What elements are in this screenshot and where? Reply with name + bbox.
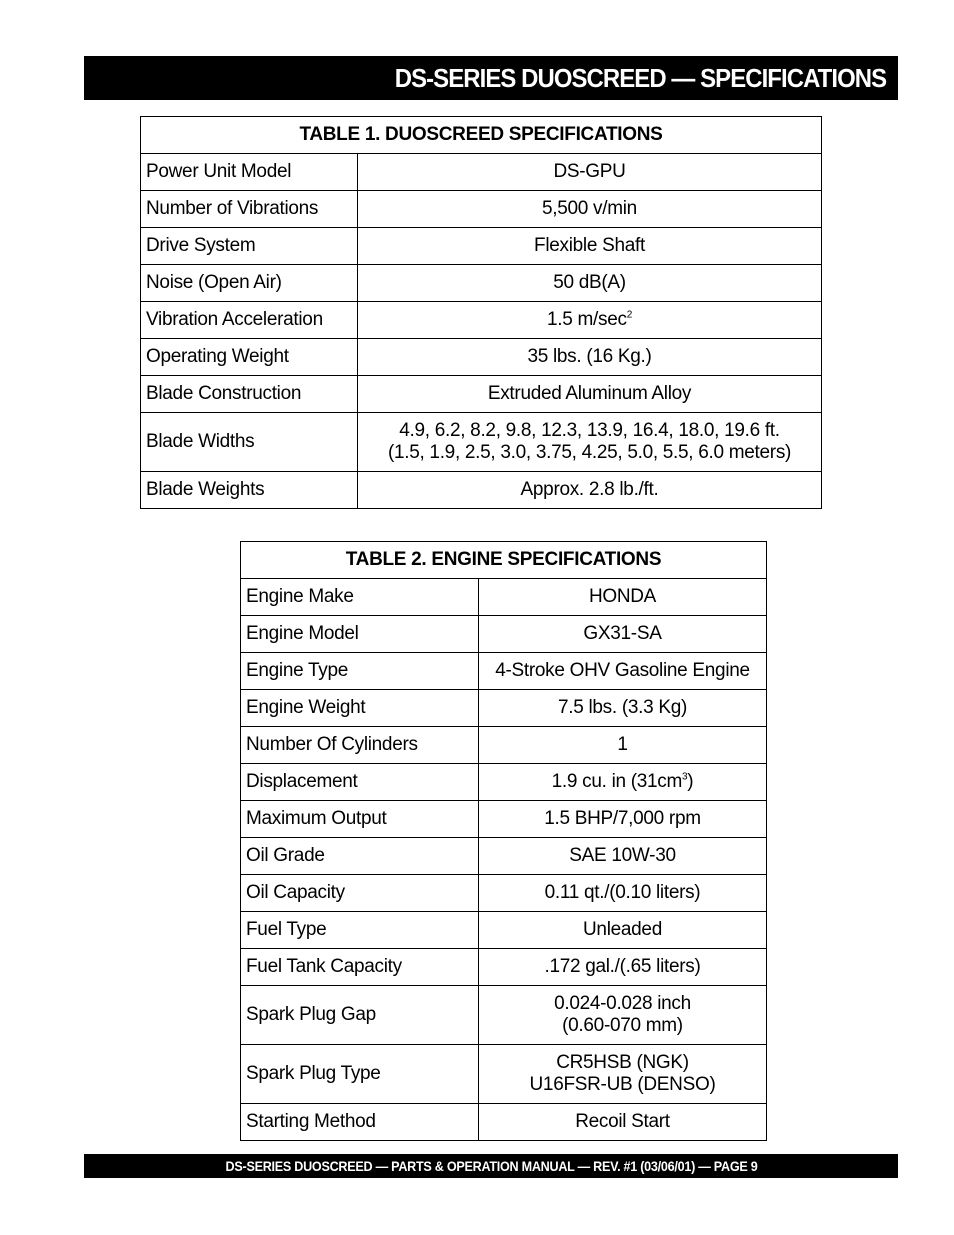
- table-row: [141, 413, 822, 472]
- spec-label: Drive System: [141, 228, 358, 265]
- spec-value: [358, 339, 822, 376]
- header-bar: [84, 56, 898, 100]
- spec-label: Number of Vibrations: [141, 191, 358, 228]
- spec-label: Displacement: [241, 764, 479, 801]
- spec-label: Maximum Output: [241, 801, 479, 838]
- table-row: [241, 949, 767, 986]
- spec-value: [479, 690, 767, 727]
- spec-value-text: CR5HSB (NGK): [556, 1052, 689, 1073]
- spec-value-text-line2: (0.60-070 mm): [562, 1015, 683, 1036]
- spec-value: [479, 1104, 767, 1141]
- spec-label: Noise (Open Air): [141, 265, 358, 302]
- spec-label: Engine Type: [241, 653, 479, 690]
- spec-value-text: .172 gal./(.65 liters): [544, 956, 701, 977]
- spec-value-text: SAE 10W-30: [569, 845, 676, 866]
- spec-label: Blade Construction: [141, 376, 358, 413]
- spec-value-text: 0.024-0.028 inch: [554, 993, 691, 1014]
- spec-label: Fuel Type: [241, 912, 479, 949]
- spec-value: [479, 875, 767, 912]
- spec-value-text: 1.5 m/sec: [547, 309, 627, 330]
- table-row: [241, 875, 767, 912]
- spec-value: [479, 801, 767, 838]
- spec-label: Spark Plug Type: [241, 1045, 479, 1104]
- table-title: TABLE 2. ENGINE SPECIFICATIONS: [241, 542, 767, 579]
- table-row: [241, 764, 767, 801]
- spec-value-text: Unleaded: [583, 919, 662, 940]
- table-row: [241, 912, 767, 949]
- spec-label: Engine Make: [241, 579, 479, 616]
- spec-value: [358, 376, 822, 413]
- spec-value: [479, 838, 767, 875]
- spec-value: [479, 1045, 767, 1104]
- spec-value-text: 4-Stroke OHV Gasoline Engine: [495, 660, 750, 681]
- spec-value: [358, 228, 822, 265]
- spec-label: Engine Model: [241, 616, 479, 653]
- spec-label: Power Unit Model: [141, 154, 358, 191]
- spec-value-text: 1.5 BHP/7,000 rpm: [544, 808, 701, 829]
- table-row: [241, 1045, 767, 1104]
- spec-value-suffix: ): [687, 771, 694, 792]
- table-row: [241, 653, 767, 690]
- spec-value-text: Flexible Shaft: [534, 235, 645, 256]
- table-row: [141, 228, 822, 265]
- spec-label: Operating Weight: [141, 339, 358, 376]
- spec-value: [358, 265, 822, 302]
- spec-value: [358, 413, 822, 472]
- table-row: [241, 986, 767, 1045]
- spec-value-text: 1.9 cu. in (31cm: [551, 771, 683, 792]
- spec-value: [479, 949, 767, 986]
- spec-value-text: Approx. 2.8 lb./ft.: [520, 479, 659, 500]
- footer-text: DS-SERIES DUOSCREED — PARTS & OPERATION MANUAL — REV. #1 (03/06/01) — PAGE 9: [225, 1158, 757, 1174]
- table-row: [141, 265, 822, 302]
- spec-value: [479, 616, 767, 653]
- spec-value: [479, 912, 767, 949]
- spec-value: [479, 579, 767, 616]
- spec-value-text: Recoil Start: [575, 1111, 670, 1132]
- table-row: [241, 727, 767, 764]
- spec-value-text: HONDA: [588, 586, 657, 607]
- spec-value-text: 4.9, 6.2, 8.2, 9.8, 12.3, 13.9, 16.4, 18.0, 19.6 ft.: [399, 420, 780, 441]
- spec-value-text: 35 lbs. (16 Kg.): [527, 346, 652, 367]
- spec-label: Engine Weight: [241, 690, 479, 727]
- spec-label: Blade Weights: [141, 472, 358, 509]
- table-row: [141, 472, 822, 509]
- spec-value: [358, 302, 822, 339]
- spec-label: Fuel Tank Capacity: [241, 949, 479, 986]
- spec-label: Spark Plug Gap: [241, 986, 479, 1045]
- spec-value-text: 1: [617, 734, 628, 755]
- spec-value: [479, 653, 767, 690]
- spec-label: Number Of Cylinders: [241, 727, 479, 764]
- spec-value: [479, 986, 767, 1045]
- spec-value: [358, 191, 822, 228]
- engine-specifications-table: [240, 541, 767, 1141]
- spec-value-text: 5,500 v/min: [542, 198, 637, 219]
- spec-value-text: Extruded Aluminum Alloy: [487, 383, 692, 404]
- spec-value: [358, 154, 822, 191]
- spec-value-text: GX31-SA: [583, 623, 662, 644]
- spec-label: Blade Widths: [141, 413, 358, 472]
- table-row: [141, 339, 822, 376]
- table-row: [241, 616, 767, 653]
- table-row: [241, 1104, 767, 1141]
- table-row: [241, 579, 767, 616]
- spec-label: Vibration Acceleration: [141, 302, 358, 339]
- superscript: 2: [626, 309, 632, 321]
- table-row: [141, 302, 822, 339]
- spec-value-text-line2: U16FSR-UB (DENSO): [529, 1074, 716, 1095]
- spec-value-text: 50 dB(A): [553, 272, 626, 293]
- page-title: DS-SERIES DUOSCREED — SPECIFICATIONS: [394, 62, 886, 93]
- table-row: [141, 376, 822, 413]
- spec-value-text: 0.11 qt./(0.10 liters): [544, 882, 701, 903]
- spec-label: Oil Grade: [241, 838, 479, 875]
- spec-value-text: 7.5 lbs. (3.3 Kg): [557, 697, 688, 718]
- superscript: 3: [682, 771, 688, 783]
- spec-value: [479, 764, 767, 801]
- spec-value-text: DS-GPU: [553, 161, 626, 182]
- table-row: [241, 801, 767, 838]
- spec-label: Oil Capacity: [241, 875, 479, 912]
- table-row: [141, 154, 822, 191]
- duoscreed-specifications-table: [140, 116, 822, 509]
- table-row: [141, 191, 822, 228]
- spec-value: [479, 727, 767, 764]
- table-title: TABLE 1. DUOSCREED SPECIFICATIONS: [141, 117, 822, 154]
- spec-value-text-line2: (1.5, 1.9, 2.5, 3.0, 3.75, 4.25, 5.0, 5.5, 6.0 meters): [387, 442, 792, 463]
- spec-label: Starting Method: [241, 1104, 479, 1141]
- table-row: [241, 690, 767, 727]
- spec-value: [358, 472, 822, 509]
- footer-bar: [84, 1154, 898, 1178]
- table-row: [241, 838, 767, 875]
